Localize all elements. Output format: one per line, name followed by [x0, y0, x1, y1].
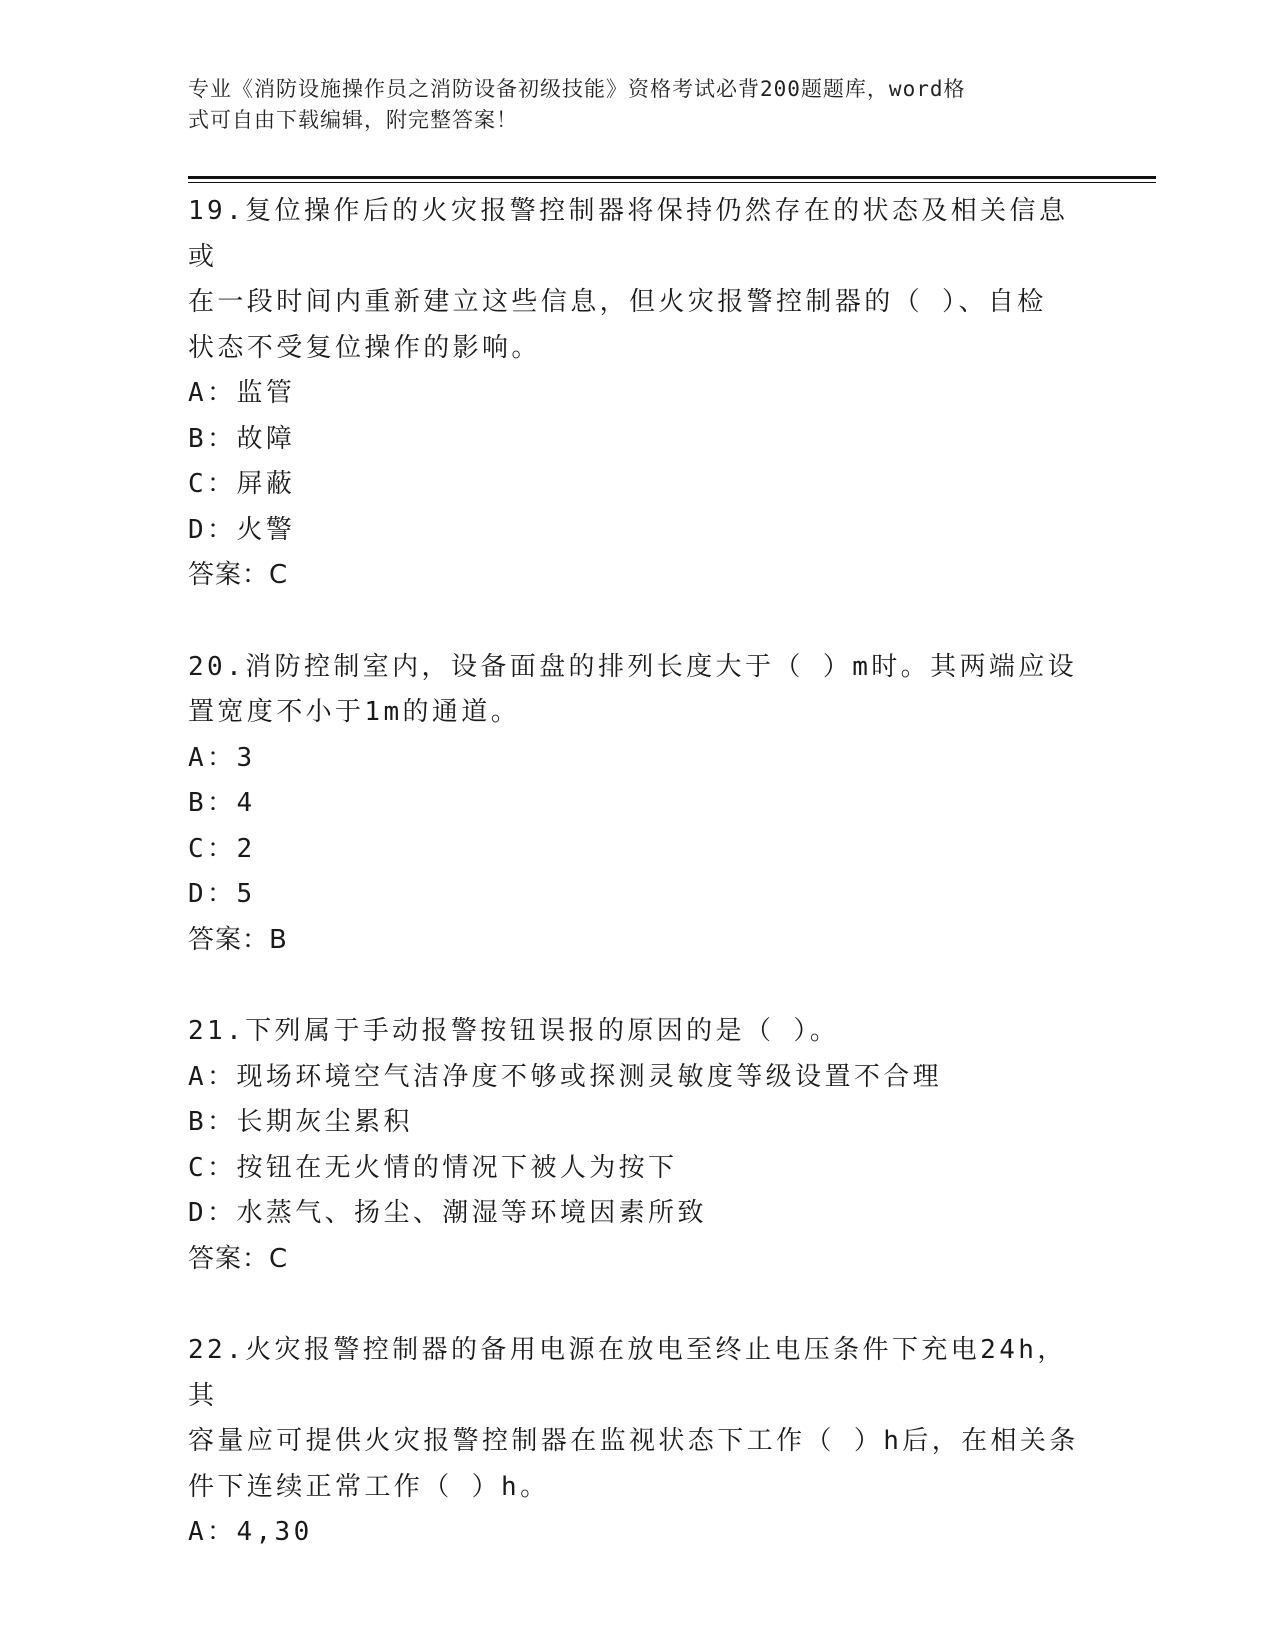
option-d: D：水蒸气、扬尘、潮湿等环境因素所致	[188, 1198, 707, 1228]
stem-line: 状态不受复位操作的影响。	[188, 332, 541, 363]
question-list	[188, 189, 1088, 1602]
question-stem	[188, 1009, 1088, 1055]
stem-line: 21.下列属于手动报警按钮误报的原因的是（ ）。	[188, 1016, 840, 1046]
option-b: B：4	[188, 788, 256, 818]
answer-line: 答案：B	[188, 924, 288, 955]
document-header	[188, 74, 1068, 136]
stem-line: 件下连续正常工作（ ）h。	[188, 1471, 550, 1502]
stem-line: 19.复位操作后的火灾报警控制器将保持仍然存在的状态及相关信息或	[188, 196, 1069, 272]
answer-line: 答案：C	[188, 560, 289, 590]
option-a: A：现场环境空气洁净度不够或探测灵敏度等级设置不合理	[188, 1061, 943, 1092]
option-b: B：故障	[188, 423, 296, 454]
question-19	[188, 189, 1088, 599]
stem-line: 22.火灾报警控制器的备用电源在放电至终止电压条件下充电24h，其	[188, 1335, 1067, 1411]
option-c: C：2	[188, 833, 256, 864]
question-22	[188, 1328, 1088, 1556]
header-divider-thick	[188, 176, 1156, 179]
stem-line: 容量应可提供火灾报警控制器在监视状态下工作（ ）h后，在相关条	[188, 1426, 1079, 1456]
header-line-2: 式可自由下载编辑，附完整答案！	[188, 108, 518, 132]
option-b: B：长期灰尘累积	[188, 1107, 413, 1137]
option-d: D：火警	[188, 514, 296, 545]
option-c: C：按钮在无火情的情况下被人为按下	[188, 1152, 678, 1183]
stem-line: 在一段时间内重新建立这些信息，但火灾报警控制器的（ ）、自检	[188, 287, 1047, 317]
question-20	[188, 645, 1088, 964]
header-line-1: 专业《消防设施操作员之消防设备初级技能》资格考试必背200题题库，word格	[188, 77, 966, 101]
answer-line: 答案：C	[188, 1243, 289, 1274]
question-stem	[188, 189, 1088, 371]
stem-line: 20.消防控制室内，设备面盘的排列长度大于（ ）m时。其两端应设	[188, 651, 1078, 682]
option-a: A：3	[188, 742, 256, 773]
option-c: C：屏蔽	[188, 469, 296, 499]
stem-line: 置宽度不小于1m的通道。	[188, 697, 521, 727]
header-divider-thin	[188, 182, 1156, 183]
option-a: A：监管	[188, 378, 296, 408]
option-a: A：4,30	[188, 1517, 313, 1547]
question-21	[188, 1009, 1088, 1282]
question-stem	[188, 645, 1088, 736]
option-d: D：5	[188, 879, 256, 909]
question-stem	[188, 1328, 1088, 1510]
